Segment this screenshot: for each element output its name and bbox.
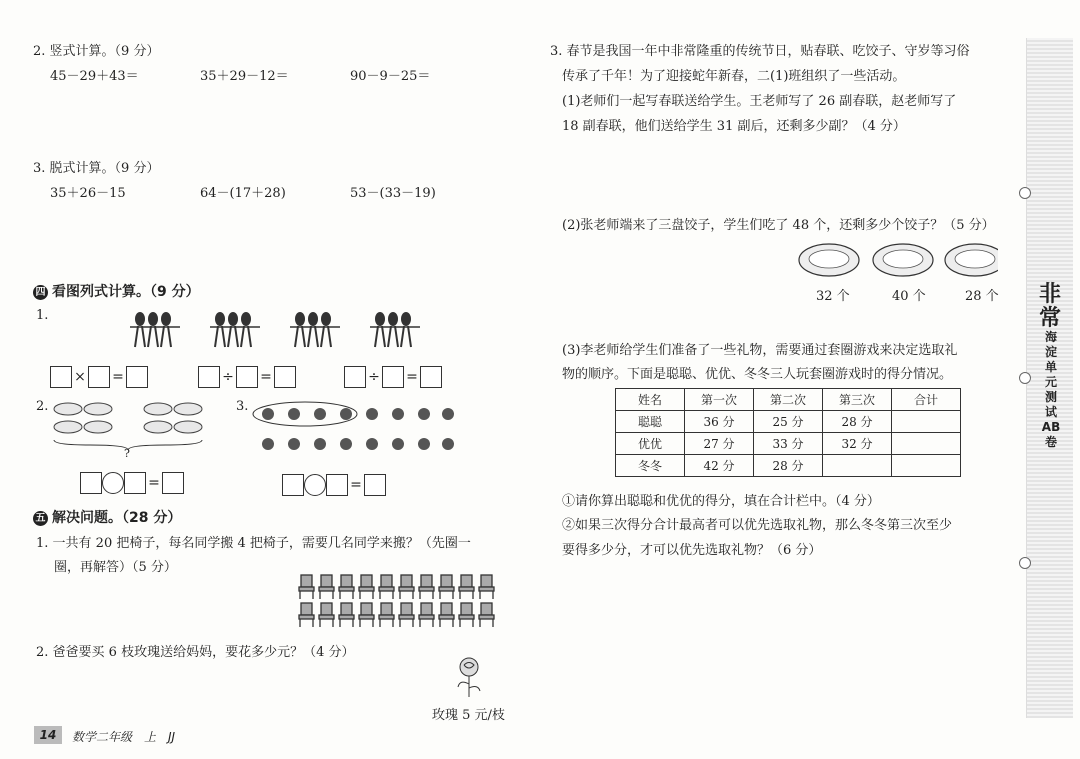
chair-icon (379, 603, 394, 627)
chair-icon (319, 603, 334, 627)
chair-icon (359, 575, 374, 599)
table-cell: 聪聪 (616, 411, 685, 433)
plate-icon (144, 403, 172, 415)
section5-heading (33, 507, 181, 527)
answer-box[interactable] (50, 366, 72, 388)
operator-circle[interactable] (304, 474, 326, 496)
q2-item-2: 35＋29－12＝ (200, 69, 289, 84)
flower-icon (288, 438, 300, 450)
table-header-row (616, 389, 961, 411)
chair-icon (399, 575, 414, 599)
equals-sign: = (350, 477, 362, 493)
table-header: 合计 (892, 389, 961, 411)
chair-icon (419, 575, 434, 599)
chair-icon (299, 603, 314, 627)
section5-badge: 五 (33, 511, 48, 526)
equals-sign: = (260, 369, 272, 385)
plate-count-3: 28 个 (965, 289, 999, 304)
r-p1-line2: 18 副春联，他们送给学生 31 副后，还剩多少副？（4 分） (562, 119, 906, 134)
chair-icon (299, 575, 314, 599)
binding-hole-icon (1019, 557, 1031, 569)
answer-box[interactable] (274, 366, 296, 388)
s4-p1-eq-3 (344, 366, 442, 388)
s4-p1-eq-1 (50, 366, 148, 388)
table-cell: 27 分 (685, 433, 754, 455)
table-cell: 32 分 (823, 433, 892, 455)
answer-box[interactable] (80, 472, 102, 494)
chair-icon (479, 575, 494, 599)
s4-p1-label: 1. (36, 308, 49, 323)
plate-icon (84, 403, 112, 415)
chair-icon (459, 603, 474, 627)
answer-box[interactable] (162, 472, 184, 494)
q3-item-3: 53－(33－19) (350, 186, 436, 201)
r-q3-line2: 传承了千年！为了迎接蛇年新春，二(1)班组织了一些活动。 (562, 69, 906, 84)
plate-icon (144, 421, 172, 433)
s5-q1-line1: 1. 一共有 20 把椅子，每名同学搬 4 把椅子，需要几名同学来搬？（先圈一 (36, 536, 471, 551)
table-header: 第三次 (823, 389, 892, 411)
s4-p2-eq (80, 472, 184, 494)
table-header: 第二次 (754, 389, 823, 411)
table-cell: 28 分 (754, 455, 823, 477)
table-cell: 冬冬 (616, 455, 685, 477)
times-sign: × (74, 369, 86, 385)
chair-icon (399, 603, 414, 627)
bird-group-4 (370, 312, 420, 347)
r-sub1: ①请你算出聪聪和优优的得分，填在合计栏中。（4 分） (562, 494, 880, 509)
divide-sign: ÷ (222, 369, 234, 385)
total-cell[interactable] (892, 455, 961, 477)
q2-title: 2. 竖式计算。（9 分） (33, 44, 160, 59)
flower-icon (442, 408, 454, 420)
s4-p1-eq-2 (198, 366, 296, 388)
flower-icon (418, 408, 430, 420)
bird-group-1 (130, 312, 180, 347)
r-sub2-line1: ②如果三次得分合计最高者可以优先选取礼物，那么冬冬第三次至少 (562, 518, 953, 533)
chair-icon (319, 575, 334, 599)
q3-title: 3. 脱式计算。（9 分） (33, 161, 160, 176)
flower-icon (366, 438, 378, 450)
r-p3-line1: (3)李老师给学生们准备了一些礼物，需要通过套圈游戏来决定选取礼 (562, 343, 958, 358)
chair-icon (439, 575, 454, 599)
answer-box[interactable] (382, 366, 404, 388)
s4-p2-question: ? (124, 447, 130, 460)
q3-item-1: 35＋26－15 (50, 186, 126, 201)
answer-box[interactable] (344, 366, 366, 388)
answer-box[interactable] (236, 366, 258, 388)
answer-box[interactable] (420, 366, 442, 388)
chair-icon (339, 575, 354, 599)
chair-icon (359, 603, 374, 627)
chairs-illustration (296, 573, 501, 629)
r-p1-line1: (1)老师们一起写春联送给学生。王老师写了 26 副春联，赵老师写了 (562, 94, 957, 109)
plate-icon (174, 421, 202, 433)
answer-box[interactable] (364, 474, 386, 496)
plate-count-2: 40 个 (892, 289, 926, 304)
equals-sign: = (406, 369, 418, 385)
birds-illustration (125, 305, 425, 355)
chair-icon (439, 603, 454, 627)
q2-item-1: 45－29＋43＝ (50, 69, 139, 84)
chair-icon (459, 575, 474, 599)
answer-box[interactable] (326, 474, 348, 496)
s5-q2: 2. 爸爸要买 6 枝玫瑰送给妈妈，要花多少元？（4 分） (36, 645, 355, 660)
equals-sign: = (112, 369, 124, 385)
divide-sign: ÷ (368, 369, 380, 385)
table-header: 第一次 (685, 389, 754, 411)
bird-group-2 (210, 312, 260, 347)
total-cell[interactable] (892, 411, 961, 433)
flower-icon (262, 438, 274, 450)
section4-badge: 四 (33, 285, 48, 300)
q3-item-2: 64－(17＋28) (200, 186, 286, 201)
plate-count-1: 32 个 (816, 289, 850, 304)
operator-circle[interactable] (102, 472, 124, 494)
flower-icon (392, 408, 404, 420)
answer-box[interactable] (126, 366, 148, 388)
binding-hole-icon (1019, 372, 1031, 384)
r-p2: (2)张老师端来了三盘饺子，学生们吃了 48 个，还剩多少个饺子？（5 分） (562, 218, 995, 233)
table-row (616, 433, 961, 455)
plate-icon (54, 403, 82, 415)
flower-icon (262, 408, 274, 420)
equals-sign: = (148, 475, 160, 491)
plate-icon (84, 421, 112, 433)
rose-icon (452, 657, 486, 699)
plate-icon (54, 421, 82, 433)
dumpling-plates (798, 242, 998, 280)
flower-icon (340, 408, 352, 420)
chair-icon (339, 603, 354, 627)
score-table (615, 388, 961, 477)
flower-icon (340, 438, 352, 450)
plates-illustration (50, 400, 220, 460)
table-row (616, 411, 961, 433)
table-cell[interactable] (823, 455, 892, 477)
s4-p3-eq (282, 474, 386, 496)
s4-p3-label: 3. (236, 399, 249, 414)
flowers-illustration (250, 400, 460, 460)
flower-icon (366, 408, 378, 420)
flower-icon (314, 438, 326, 450)
binding-hole-icon (1019, 187, 1031, 199)
chair-icon (419, 603, 434, 627)
table-cell: 优优 (616, 433, 685, 455)
r-p3-line2: 物的顺序。下面是聪聪、优优、冬冬三人玩套圈游戏时的得分情况。 (562, 367, 953, 382)
table-header: 姓名 (616, 389, 685, 411)
s4-p2-label: 2. (36, 399, 49, 414)
table-cell: 42 分 (685, 455, 754, 477)
table-cell: 36 分 (685, 411, 754, 433)
section4-title: 看图列式计算。（9 分） (52, 284, 200, 300)
flower-icon (418, 438, 430, 450)
flower-icon (314, 408, 326, 420)
flower-icon (442, 438, 454, 450)
section4-heading (33, 281, 200, 301)
bird-group-3 (290, 312, 340, 347)
answer-box[interactable] (124, 472, 146, 494)
table-cell: 28 分 (823, 411, 892, 433)
r-sub2-line2: 要得多少分，才可以优先选取礼物？（6 分） (562, 543, 822, 558)
answer-box[interactable] (282, 474, 304, 496)
table-cell: 33 分 (754, 433, 823, 455)
total-cell[interactable] (892, 433, 961, 455)
flower-icon (392, 438, 404, 450)
plate-icon (174, 403, 202, 415)
chair-icon (479, 603, 494, 627)
sidebar-subtitle: 海淀单元测试AB卷 (1041, 330, 1061, 449)
sidebar-brand: 非常 (1038, 282, 1061, 331)
answer-box[interactable] (88, 366, 110, 388)
chair-icon (379, 575, 394, 599)
r-q3-line1: 3. 春节是我国一年中非常隆重的传统节日，贴春联、吃饺子、守岁等习俗 (550, 44, 970, 59)
rose-caption: 玫瑰 5 元/枝 (432, 708, 505, 723)
s5-q1-line2: 圈，再解答）（5 分） (54, 560, 177, 575)
page-number: 14 (34, 726, 62, 744)
footer-book-title: 数学二年级 上 JJ (72, 730, 176, 744)
section5-title: 解决问题。（28 分） (52, 510, 182, 526)
answer-box[interactable] (198, 366, 220, 388)
q2-item-3: 90－9－25＝ (350, 69, 431, 84)
table-cell: 25 分 (754, 411, 823, 433)
flower-icon (288, 408, 300, 420)
table-row (616, 455, 961, 477)
